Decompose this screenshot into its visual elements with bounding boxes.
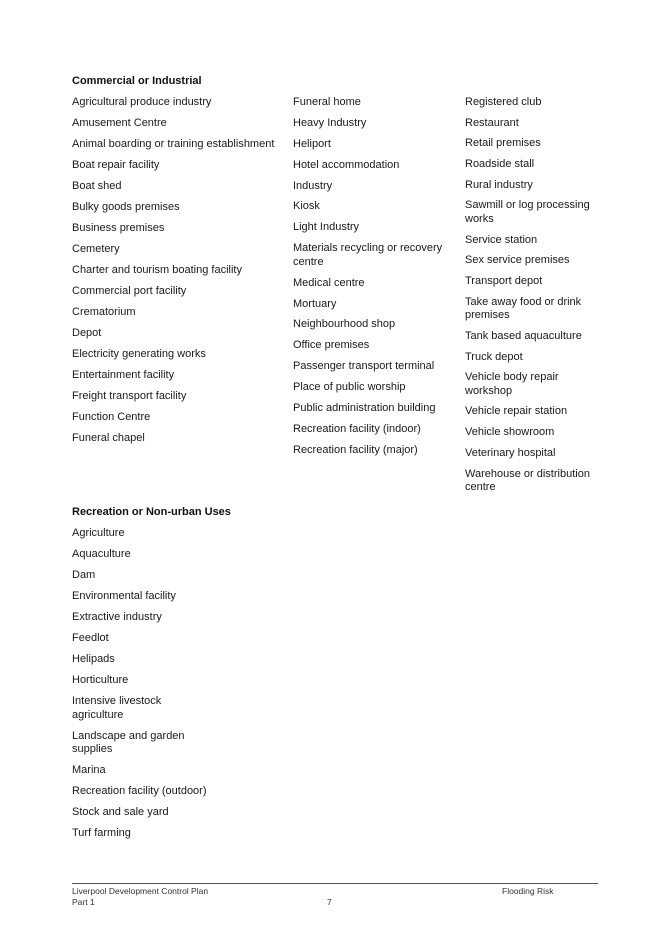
list-item: Aquaculture (72, 548, 131, 560)
list-item: Service station (465, 233, 538, 246)
list-item: Helipads (72, 653, 115, 665)
list-item: Medical centre (293, 276, 365, 289)
list-item: Office premises (293, 339, 370, 352)
footer-page-number: 7 (327, 897, 332, 907)
list-item: Retail premises (465, 137, 541, 150)
list-item: Heavy Industry (293, 116, 367, 129)
list-item: Amusement Centre (72, 117, 167, 129)
list-item: Sex service premises (465, 254, 570, 267)
list-item: Industry (293, 179, 333, 192)
list-item: Dam (72, 569, 96, 581)
list-item: Tank based aquaculture (465, 329, 582, 342)
list-item: Recreation facility (indoor) (293, 422, 421, 435)
list-item: Entertainment facility (72, 369, 175, 381)
list-item: Passenger transport terminal (293, 360, 435, 373)
list-item: Hotel accommodation (293, 158, 400, 171)
list-item: Neighbourhood shop (293, 318, 396, 331)
list-item: Restaurant (465, 116, 519, 129)
list-item: Commercial port facility (72, 285, 187, 297)
list-item: Turf farming (72, 827, 131, 839)
list-item: Landscape and garden supplies (72, 729, 185, 755)
list-item: Charter and tourism boating facility (72, 264, 242, 276)
list-item: Mortuary (293, 297, 337, 310)
list-item: Rural industry (465, 178, 533, 191)
list-item: Vehicle repair station (465, 405, 568, 418)
list-item: Intensive livestock agriculture (72, 695, 162, 721)
list-item: Marina (72, 764, 106, 776)
list-item: Funeral chapel (72, 432, 145, 444)
list-item: Vehicle showroom (465, 426, 555, 439)
list-item: Stock and sale yard (72, 806, 169, 818)
list-item: Recreation facility (outdoor) (72, 785, 207, 797)
list-item: Vehicle body repair workshop (465, 371, 559, 397)
list-item: Truck depot (465, 350, 523, 363)
commercial-list-column-1 (72, 96, 282, 453)
footer-document-title: Liverpool Development Control Plan (72, 886, 209, 896)
list-item: Animal boarding or training establishment (72, 138, 275, 150)
list-item: Heliport (293, 137, 331, 150)
list-item: Agricultural produce industry (72, 96, 212, 108)
list-item: Place of public worship (293, 381, 406, 394)
list-item: Boat shed (72, 180, 122, 192)
list-item: Electricity generating works (72, 348, 206, 360)
list-item: Horticulture (72, 674, 129, 686)
footer-divider (72, 883, 598, 884)
list-item: Environmental facility (72, 590, 176, 602)
list-item: Materials recycling or recovery centre (293, 242, 443, 268)
list-item: Extractive industry (72, 611, 162, 623)
list-item: Funeral home (293, 96, 361, 108)
list-item: Light Industry (293, 221, 360, 234)
section-heading-recreation: Recreation or Non-urban Uses (72, 506, 231, 518)
list-item: Bulky goods premises (72, 201, 180, 213)
list-item: Registered club (465, 96, 542, 108)
footer-section-title: Flooding Risk (502, 886, 554, 896)
list-item: Warehouse or distribution centre (465, 467, 590, 493)
list-item: Transport depot (465, 275, 543, 287)
list-item: Recreation facility (major) (293, 443, 418, 456)
list-item: Sawmill or log processing works (465, 199, 590, 225)
list-item: Boat repair facility (72, 159, 160, 171)
footer-part-label: Part 1 (72, 897, 95, 907)
list-item: Feedlot (72, 632, 109, 644)
list-item: Depot (72, 327, 102, 339)
list-item: Business premises (72, 222, 165, 234)
list-item: Kiosk (293, 200, 320, 213)
commercial-list-column-3 (465, 96, 605, 502)
list-item: Agriculture (72, 527, 125, 539)
list-item: Take away food or drink premises (465, 295, 582, 322)
list-item: Freight transport facility (72, 390, 187, 402)
section-heading-commercial: Commercial or Industrial (72, 75, 202, 87)
list-item: Public administration building (293, 401, 436, 414)
list-item: Crematorium (72, 306, 136, 318)
list-item: Roadside stall (465, 158, 535, 171)
commercial-list-column-2 (293, 96, 453, 465)
recreation-list-column (72, 527, 212, 848)
list-item: Cemetery (72, 243, 120, 255)
list-item: Function Centre (72, 411, 151, 423)
list-item: Veterinary hospital (465, 446, 556, 459)
